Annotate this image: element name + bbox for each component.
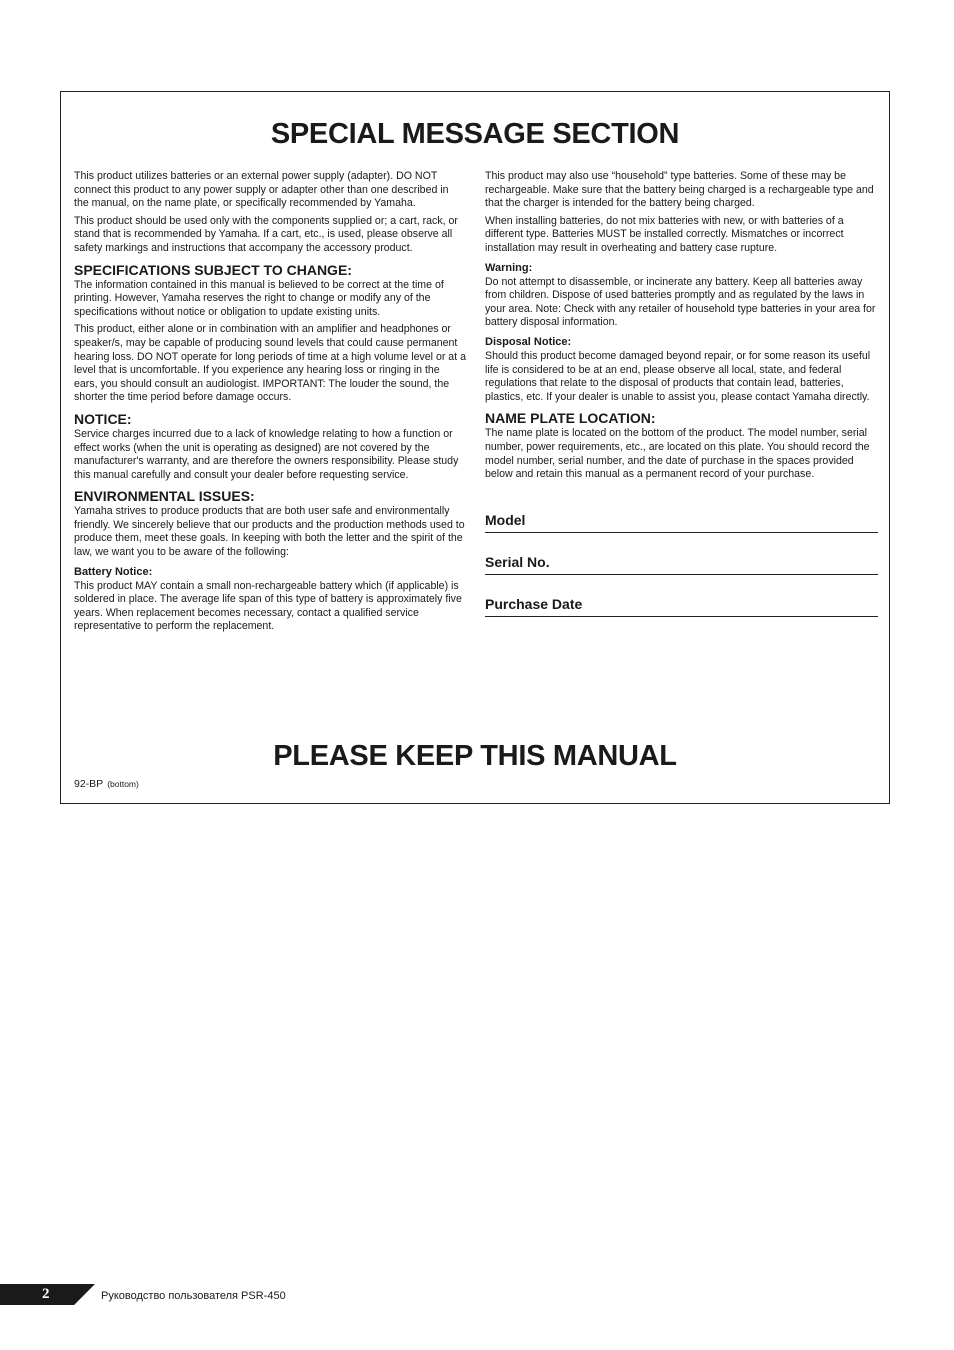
model-field: Model — [485, 510, 878, 533]
specifications-heading: SPECIFICATIONS SUBJECT TO CHANGE: — [74, 261, 352, 278]
page-footer-label: Руководство пользователя PSR-450 — [101, 1290, 286, 1302]
intro-paragraph-2: This product should be used only with the components supplied or; a cart, rack, or stand that is recommended by Yamaha. If a cart, etc., is used, please observe all safety markings and instructions that accompany the accessory product. — [74, 214, 458, 254]
left-column — [74, 170, 466, 638]
notice-heading: NOTICE: — [74, 410, 132, 427]
battery-notice-heading: Battery Notice: — [74, 565, 153, 578]
environmental-heading: ENVIRONMENTAL ISSUES: — [74, 488, 255, 505]
warning-heading: Warning: — [485, 261, 533, 274]
notice-paragraph: Service charges incurred due to a lack of knowledge relating to how a function or effect works (when the unit is operating as designed) are not covered by the manufacturer's warranty, and are therefore the owners responsibility. Please study this manual carefully and consult your dealer before requesting service. — [74, 427, 459, 481]
warning-paragraph: Do not attempt to disassemble, or incinerate any battery. Keep all batteries away from children. Dispose of used batteries promptly and as regulated by the laws in your area. Note: Check with any retailer of household type batteries in your area for battery disposal information. — [485, 275, 876, 329]
battery-notice-paragraph: This product MAY contain a small non-rechargeable battery which (if applicable) is soldered in place. The average life span of this type of battery is approximately five years. When replacement becomes necessary, contact a qualified service representative to perform the replacement. — [74, 579, 462, 633]
code-note: (bottom) — [107, 779, 139, 789]
right-column — [485, 170, 878, 636]
section-title: SPECIAL MESSAGE SECTION — [270, 118, 680, 150]
name-plate-paragraph: The name plate is located on the bottom of the product. The model number, serial number, power requirements, etc., are located on this plate. You should record the model number, serial number, and the date of purchase in the spaces provided below and retain this manual as a permanent record of your purchase. — [485, 427, 870, 481]
household-batteries-paragraph: This product may also use “household” type batteries. Some of these may be rechargeable. Make sure that the battery being charged is a rechargeable type and that the charger is intended for the battery being charged. — [485, 170, 874, 210]
disposal-notice-paragraph: Should this product become damaged beyond repair, or for some reason its useful life is considered to be at an end, please observe all local, state, and federal regulations that relate to the disposal of products that contain lead, batteries, plastics, etc. If your dealer is unable to assist you, please contact Yamaha directly. — [485, 349, 871, 403]
purchase-date-field: Purchase Date — [485, 594, 878, 617]
keep-manual-title: PLEASE KEEP THIS MANUAL — [273, 740, 677, 772]
specifications-paragraph-2: This product, either alone or in combination with an amplifier and headphones or speaker/s, may be capable of producing sound levels that could cause permanent hearing loss. DO NOT operate for long periods of time at a high volume level or at a level that is uncomfortable. If you experience any hearing loss or ringing in the ears, you should consult an audiologist. IMPORTANT: The louder the sound, the shorter the time period before damage occurs. — [74, 323, 466, 404]
special-message-box — [60, 91, 890, 804]
specifications-paragraph-1: The information contained in this manual is believed to be correct at the time of printing. However, Yamaha reserves the right to change or modify any of the specifications without notice or obligation to update existing units. — [74, 278, 444, 318]
environmental-paragraph: Yamaha strives to produce products that are both user safe and environmentally friendly. We sincerely believe that our products and the production methods used to produce them, meet these goals. In keeping with both the letter and the spirit of the law, we want you to be aware of the following: — [74, 505, 465, 559]
record-fields — [485, 510, 878, 617]
intro-paragraph-1: This product utilizes batteries or an external power supply (adapter). DO NOT connect this product to any power supply or adapter other than one described in the manual, on the name plate, or specifically recommended by Yamaha. — [74, 170, 449, 210]
document-code — [74, 778, 139, 790]
name-plate-heading: NAME PLATE LOCATION: — [485, 410, 656, 427]
disposal-notice-heading: Disposal Notice: — [485, 335, 572, 348]
installing-batteries-paragraph: When installing batteries, do not mix batteries with new, or with batteries of a different type. Batteries MUST be installed correctly. Mismatches or incorrect installation may result in overheating and battery case rupture. — [485, 214, 844, 254]
code-value: 92-BP — [74, 778, 104, 790]
serial-number-field: Serial No. — [485, 552, 878, 575]
page-number: 2 — [42, 1286, 50, 1302]
